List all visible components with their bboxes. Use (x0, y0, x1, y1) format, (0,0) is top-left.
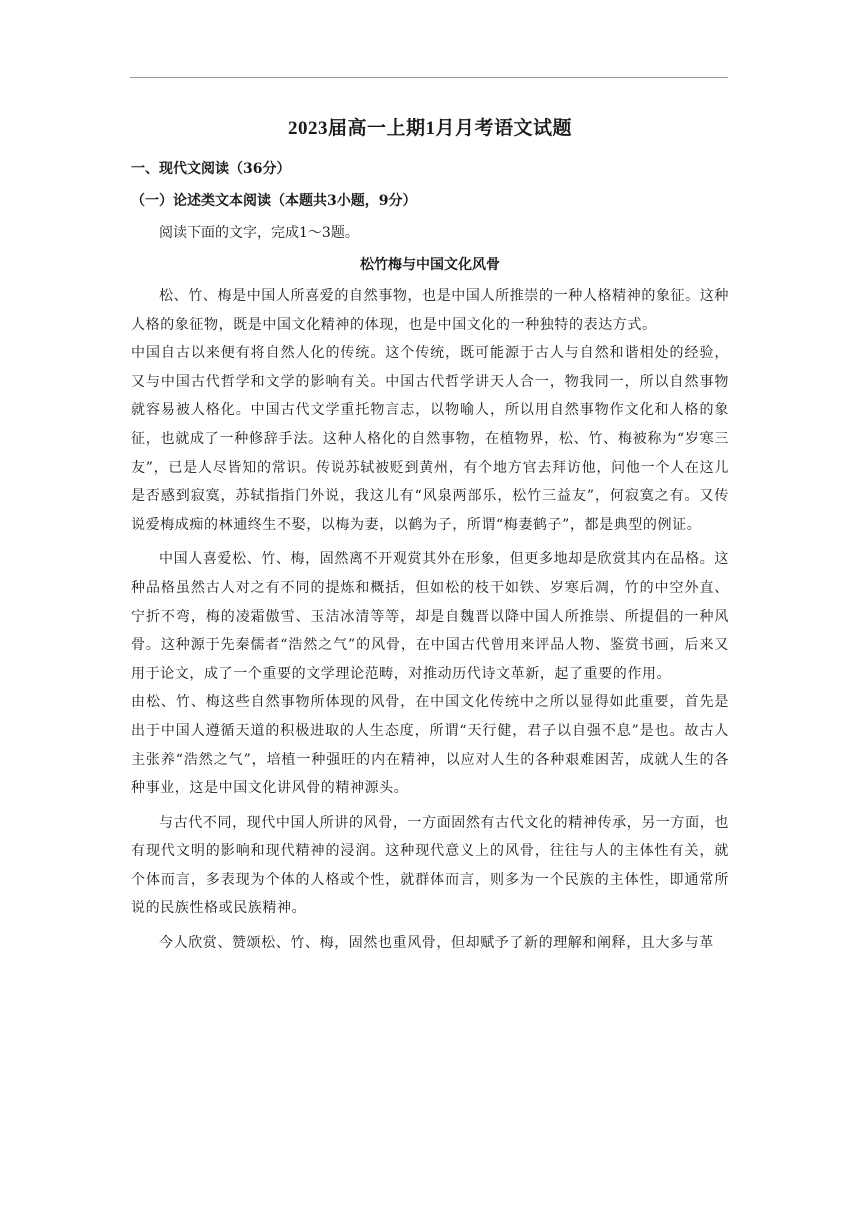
document-body (131, 112, 729, 958)
header-rule (130, 77, 728, 78)
document-title: 2023届高一上期1月月考语文试题 (287, 118, 572, 139)
paragraph: 今人欣赏、赞颂松、竹、梅，固然也重风骨，但却赋予了新的理解和阐释，且大多与革 (159, 935, 714, 952)
paragraph: 由松、竹、梅这些自然事物所体现的风骨，在中国文化传统中之所以显得如此重要，首先是出于中国人遵循天道的积极进取的人生态度，所谓“天行健，君子以自强不息”是也。故古人主张养“浩然之气”，培植一种强旺的内在精神，以应对人生的各种艰难困苦，成就人生的各种事业，这是中国文化讲风骨的精神源头。 (131, 694, 729, 797)
paragraph: 与古代不同，现代中国人所讲的风骨，一方面固然有古代文化的精神传承，另一方面，也有现代文明的影响和现代精神的浸润。这种现代意义上的风骨，往往与人的主体性有关，就个体而言，多表现为个体的人格或个性，就群体而言，则多为一个民族的主体性，即通常所说的民族性格或民族精神。 (131, 814, 729, 917)
reading-instruction: 阅读下面的文字，完成1～3题。 (159, 225, 359, 241)
subsection-heading: （一）论述类文本阅读（本题共3小题，9分） (131, 193, 417, 209)
section-heading: 一、现代文阅读（36分） (131, 161, 291, 177)
paragraph: 松、竹、梅是中国人所喜爱的自然事物，也是中国人所推崇的一种人格精神的象征。这种人格的象征物，既是中国文化精神的体现，也是中国文化的一种独特的表达方式。 (131, 288, 729, 333)
paragraph: 中国自古以来便有将自然人化的传统。这个传统，既可能源于古人与自然和谐相处的经验，又与中国古代哲学和文学的影响有关。中国古代哲学讲天人合一，物我同一，所以自然事物就容易被人格化。中国古代文学重托物言志，以物喻人，所以用自然事物作文化和人格的象征，也就成了一种修辞手法。这种人格化的自然事物，在植物界，松、竹、梅被称为“岁寒三友”，已是人尽皆知的常识。传说苏轼被贬到黄州，有个地方官去拜访他，问他一个人在这儿是否感到寂寞，苏轼指指门外说，我这儿有“风泉两部乐，松竹三益友”，何寂寞之有。又传说爱梅成痴的林逋终生不娶，以梅为妻，以鹤为子，所谓“梅妻鹤子”，都是典型的例证。 (131, 345, 729, 533)
article-title: 松竹梅与中国文化风骨 (360, 257, 500, 273)
paragraph: 中国人喜爱松、竹、梅，固然离不开观赏其外在形象，但更多地却是欣赏其内在品格。这种品格虽然古人对之有不同的提炼和概括，但如松的枝干如铁、岁寒后凋，竹的中空外直、宁折不弯，梅的凌霜傲雪、玉洁冰清等等，却是自魏晋以降中国人所推崇、所提倡的一种风骨。这种源于先秦儒者“浩然之气”的风骨，在中国古代曾用来评品人物、鉴赏书画，后来又用于论文，成了一个重要的文学理论范畴，对推动历代诗文革新，起了重要的作用。 (131, 551, 729, 682)
